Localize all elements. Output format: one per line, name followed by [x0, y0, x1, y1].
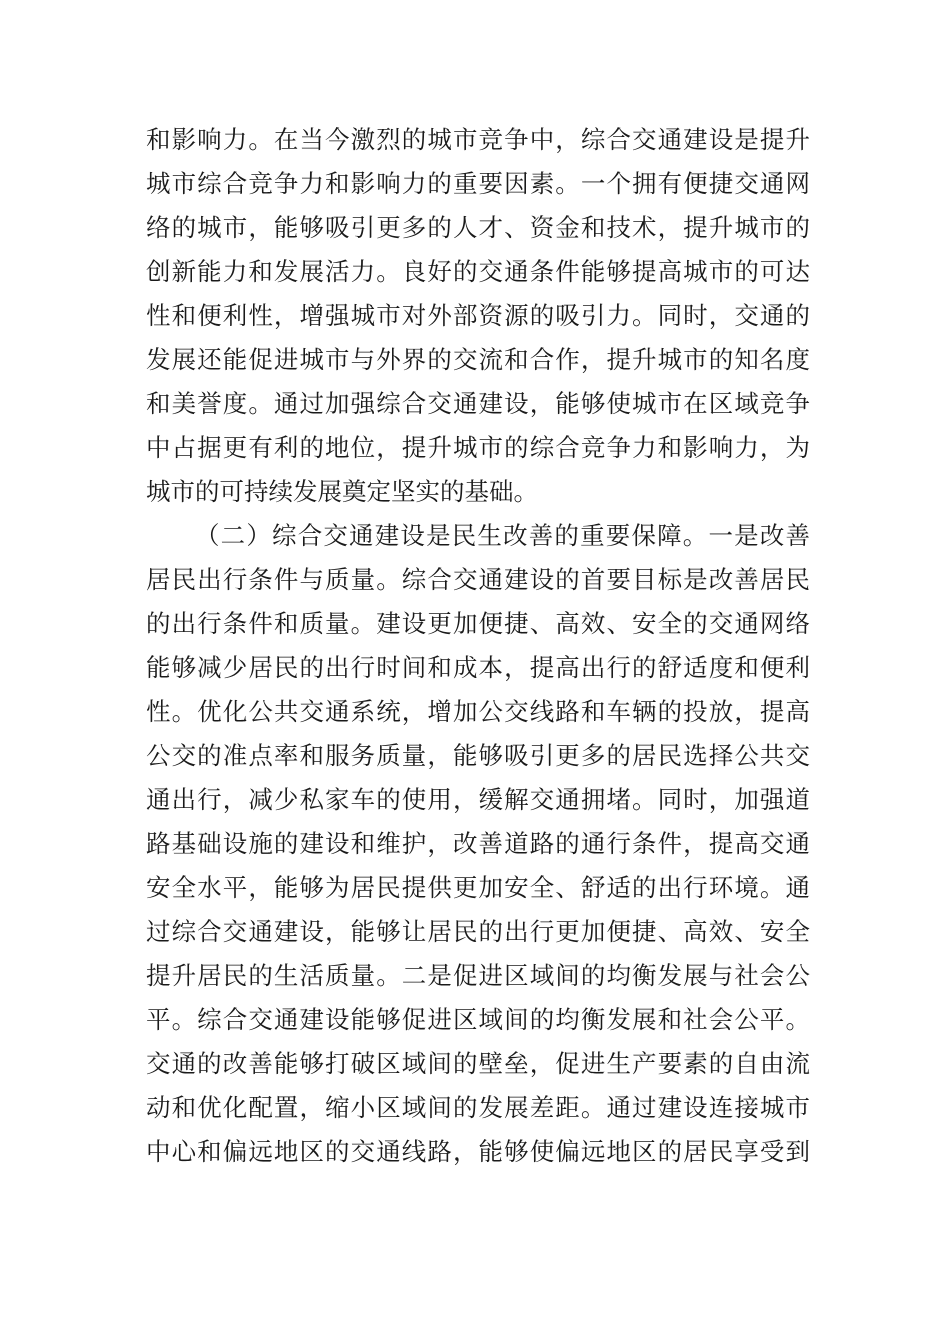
- text-line: 公交的准点率和服务质量，能够吸引更多的居民选择公共交: [146, 741, 810, 770]
- section-heading-line: （二）综合交通建设是民生改善的重要保障。一是改善: [195, 521, 810, 550]
- text-line: 平。综合交通建设能够促进区域间的均衡发展和社会公平。: [146, 1005, 810, 1034]
- text-line: 路基础设施的建设和维护，改善道路的通行条件，提高交通: [146, 829, 810, 858]
- text-line: 能够减少居民的出行时间和成本，提高出行的舒适度和便利: [146, 653, 810, 682]
- text-line: 通出行，减少私家车的使用，缓解交通拥堵。同时，加强道: [146, 785, 810, 814]
- text-line: 中占据更有利的地位，提升城市的综合竞争力和影响力，为: [146, 433, 810, 462]
- text-line: 络的城市，能够吸引更多的人才、资金和技术，提升城市的: [146, 213, 810, 242]
- text-line: 发展还能促进城市与外界的交流和合作，提升城市的知名度: [146, 345, 810, 374]
- text-line: 创新能力和发展活力。良好的交通条件能够提高城市的可达: [146, 257, 810, 286]
- text-line: 动和优化配置，缩小区域间的发展差距。通过建设连接城市: [146, 1093, 810, 1122]
- text-line: 和影响力。在当今激烈的城市竞争中，综合交通建设是提升: [146, 125, 810, 154]
- text-line: 中心和偏远地区的交通线路，能够使偏远地区的居民享受到: [146, 1137, 810, 1166]
- body-text: [146, 118, 810, 1174]
- paragraph-end-line: 城市的可持续发展奠定坚实的基础。: [146, 477, 538, 506]
- text-line: 居民出行条件与质量。综合交通建设的首要目标是改善居民: [146, 565, 810, 594]
- text-line: 提升居民的生活质量。二是促进区域间的均衡发展与社会公: [146, 961, 810, 990]
- text-line: 性和便利性，增强城市对外部资源的吸引力。同时，交通的: [146, 301, 810, 330]
- text-line: 的出行条件和质量。建设更加便捷、高效、安全的交通网络: [146, 609, 810, 638]
- text-line: 城市综合竞争力和影响力的重要因素。一个拥有便捷交通网: [146, 169, 810, 198]
- text-line: 安全水平，能够为居民提供更加安全、舒适的出行环境。通: [146, 873, 810, 902]
- text-line: 过综合交通建设，能够让居民的出行更加便捷、高效、安全: [146, 917, 810, 946]
- text-line: 和美誉度。通过加强综合交通建设，能够使城市在区域竞争: [146, 389, 810, 418]
- text-line: 交通的改善能够打破区域间的壁垒，促进生产要素的自由流: [146, 1049, 810, 1078]
- text-line: 性。优化公共交通系统，增加公交线路和车辆的投放，提高: [146, 697, 810, 726]
